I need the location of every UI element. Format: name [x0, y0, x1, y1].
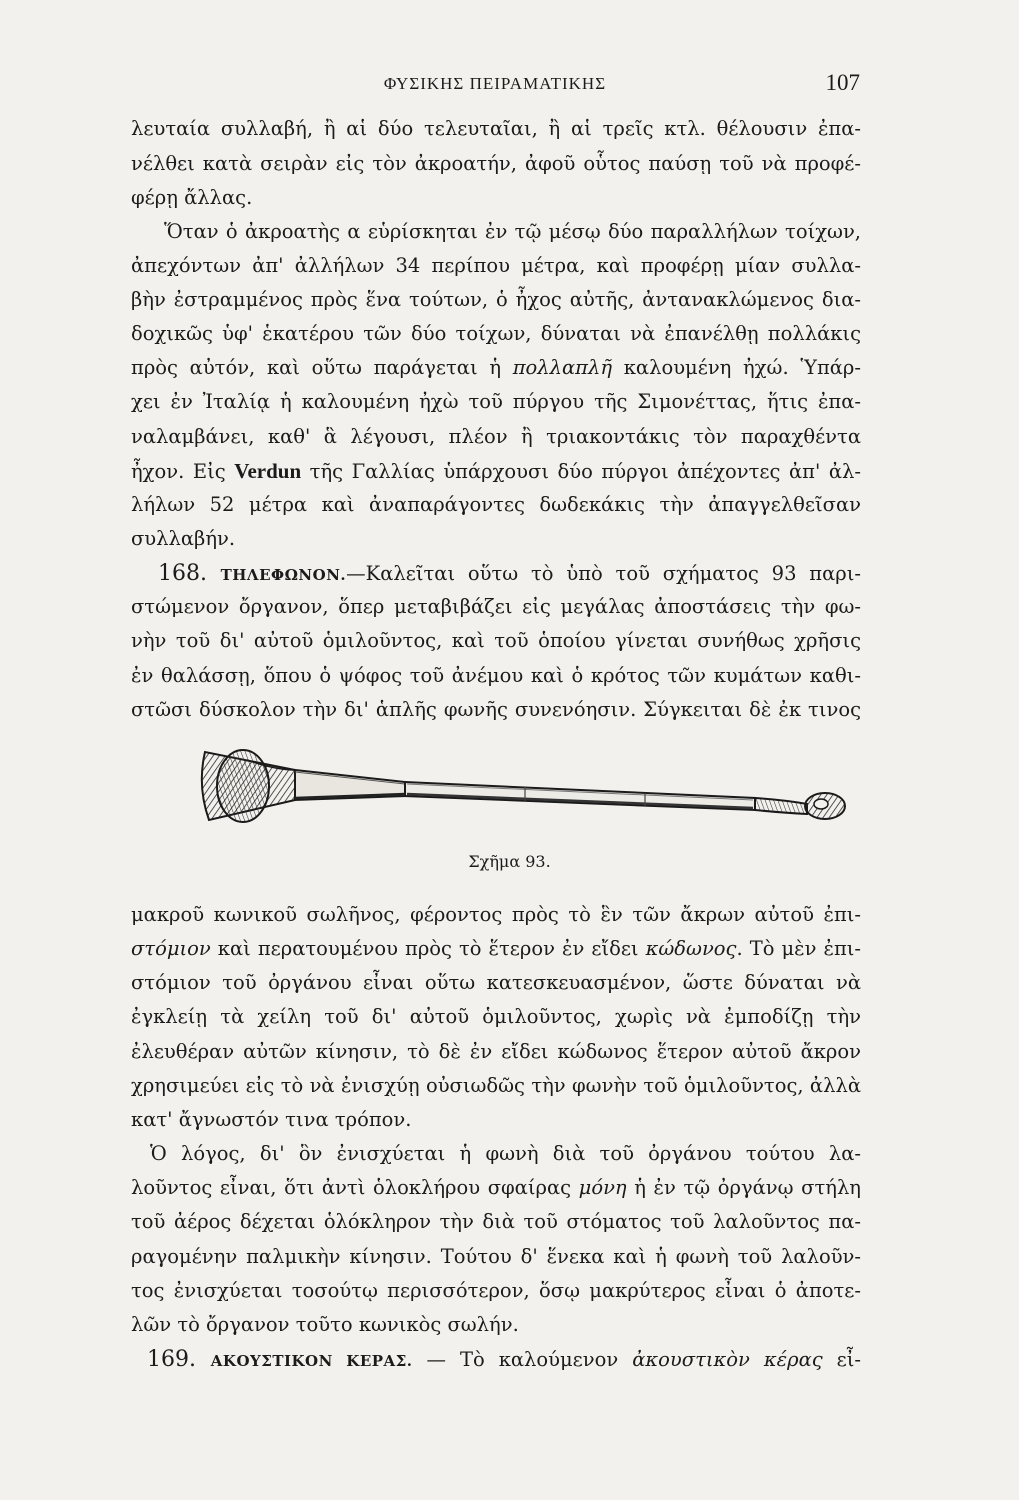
- text-line: τοῦ ἀέρος δέχεται ὁλόκληρον τὴν διὰ τοῦ στόματος τοῦ λαλοῦντος πα-: [131, 1210, 861, 1233]
- text-line: λήλων 52 μέτρα καὶ ἀναπαράγοντες δωδεκάκις τὴν ἀπαγγελθεῖσαν: [131, 493, 861, 516]
- text-span: πρὸς αὐτόν, καὶ οὕτω παράγεται ἡ: [131, 356, 513, 379]
- section-168-heading-line: [158, 563, 861, 585]
- text-span: καλουμένη ἠχώ. Ὑπάρ-: [612, 356, 861, 379]
- text-line: στόμιον τοῦ ὀργάνου εἶναι οὕτω κατεσκευασμένον, ὥστε δύναται νὰ: [131, 971, 861, 994]
- text-line: δοχικῶς ὑφ' ἑκατέρου τῶν δύο τοίχων, δύναται νὰ ἐπανέλθῃ πολλάκις: [131, 322, 861, 345]
- text-line: [131, 939, 861, 959]
- text-line: φέρῃ ἄλλας.: [131, 186, 253, 209]
- text-line: ραγομένην παλμικὴν κίνησιν. Τούτου δ' ἕνεκα καὶ ἡ φωνὴ τοῦ λαλοῦν-: [131, 1245, 861, 1268]
- section-number: 168.: [158, 561, 221, 586]
- text-span: τῆς Γαλλίας ὑπάρχουσι δύο πύργοι ἀπέχοντες ἀπ' ἀλ-: [301, 460, 862, 483]
- text-line: λῶν τὸ ὄργανον τοῦτο κωνικὸς σωλήν.: [131, 1313, 519, 1336]
- italic-term: ἀκουστικὸν κέρας: [632, 1348, 823, 1371]
- latin-term: Verdun: [234, 459, 302, 483]
- section-number: 169.: [147, 1347, 211, 1372]
- text-span: λοῦντος εἶναι, ὅτι ἀντὶ ὁλοκλήρου σφαίρας: [131, 1176, 579, 1199]
- text-line: νὴν τοῦ δι' αὐτοῦ ὁμιλοῦντος, καὶ τοῦ ὁποίου γίνεται συνήθως χρῆσις: [131, 629, 861, 652]
- text-line: χρησιμεύει εἰς τὸ νὰ ἐνισχύῃ οὐσιωδῶς τὴν φωνὴν τοῦ ὁμιλοῦντος, ἀλλὰ: [131, 1074, 861, 1097]
- text-span: — Τὸ καλούμενον: [412, 1348, 633, 1371]
- text-line: ἐλευθέραν αὐτῶν κίνησιν, τὸ δὲ ἐν εἴδει κώδωνος ἕτερον αὐτοῦ ἄκρον: [131, 1040, 861, 1063]
- text-line: τος ἐνισχύεται τοσούτῳ περισσότερον, ὅσῳ μακρύτερος εἶναι ὁ ἀποτε-: [131, 1279, 861, 1302]
- section-169-heading-line: [147, 1349, 861, 1371]
- text-line: ἐγκλείῃ τὰ χείλη τοῦ δι' αὐτοῦ ὁμιλοῦντος, χωρὶς νὰ ἐμποδίζῃ τὴν: [131, 1005, 861, 1028]
- text-line: Ὁ λόγος, δι' ὃν ἐνισχύεται ἡ φωνὴ διὰ τοῦ ὀργάνου τούτου λα-: [150, 1142, 861, 1165]
- italic-term: κώδωνος: [645, 937, 737, 960]
- text-span: εἶ-: [822, 1348, 861, 1371]
- text-line: Ὅταν ὁ ἀκροατὴς α εὑρίσκηται ἐν τῷ μέσῳ δύο παραλλήλων τοίχων,: [164, 220, 861, 243]
- text-line: στώμενον ὄργανον, ὅπερ μεταβιβάζει εἰς μεγάλας ἀποστάσεις τὴν φω-: [131, 595, 861, 618]
- text-line: [131, 461, 861, 482]
- italic-term: πολλαπλῆ: [512, 356, 613, 379]
- text-span: —Καλεῖται οὕτω τὸ ὑπὸ τοῦ σχήματος 93 παρι-: [346, 562, 861, 585]
- text-line: νέλθει κατὰ σειρὰν εἰς τὸν ἀκροατήν, ἀφοῦ οὗτος παύσῃ τοῦ νὰ προφέ-: [131, 152, 861, 175]
- text-line: ἐν θαλάσσῃ, ὅπου ὁ ψόφος τοῦ ἀνέμου καὶ ὁ κρότος τῶν κυμάτων καθι-: [131, 664, 861, 687]
- italic-term: στόμιον: [131, 937, 211, 960]
- text-span: καὶ περατουμένου πρὸς τὸ ἕτερον ἐν εἴδει: [210, 937, 646, 960]
- text-span: . Τὸ μὲν ἐπι-: [736, 937, 862, 960]
- text-line: λευταία συλλαβή, ἢ αἱ δύο τελευταῖαι, ἢ αἱ τρεῖς κτλ. θέλουσιν ἐπα-: [131, 117, 861, 140]
- text-line: στῶσι δύσκολον τὴν δι' ἁπλῆς φωνῆς συνενόησιν. Σύγκειται δὲ ἐκ τινος: [131, 698, 861, 721]
- text-line: ἀπεχόντων ἀπ' ἀλλήλων 34 περίπου μέτρα, καὶ προφέρῃ μίαν συλλα-: [131, 254, 861, 277]
- section-title: ΑΚΟΥΣΤΙΚΟΝ ΚΕΡΑΣ.: [210, 1352, 413, 1370]
- text-line: χει ἐν Ἰταλίᾳ ἡ καλουμένη ἠχὼ τοῦ πύργου τῆς Σιμονέττας, ἥτις ἐπα-: [131, 390, 861, 413]
- text-line: βὴν ἐστραμμένος πρὸς ἕνα τούτων, ὁ ἦχος αὐτῆς, ἀντανακλώμενος δια-: [131, 288, 861, 311]
- text-line: συλλαβήν.: [131, 527, 236, 550]
- section-title: ΤΗΛΕΦΩΝΟΝ.: [220, 566, 347, 584]
- text-line: [131, 1178, 861, 1198]
- running-title: ΦΥΣΙΚΗΣ ΠΕΙΡΑΜΑΤΙΚΗΣ: [383, 74, 607, 93]
- text-line: ναλαμβάνει, καθ' ἃ λέγουσι, πλέον ἢ τριακοντάκις τὸν παραχθέντα: [131, 425, 861, 448]
- figure-caption: Σχῆμα 93.: [468, 852, 551, 871]
- text-line: μακροῦ κωνικοῦ σωλῆνος, φέροντος πρὸς τὸ ἓν τῶν ἄκρων αὐτοῦ ἐπι-: [131, 903, 861, 926]
- italic-term: μόνη: [578, 1176, 627, 1199]
- page-number: 107: [825, 70, 860, 95]
- text-span: ἡ ἐν τῷ ὀργάνῳ στήλη: [626, 1176, 861, 1199]
- text-span: ἦχον. Εἰς: [131, 460, 235, 483]
- telephone-horn-illustration: [195, 720, 860, 840]
- text-line: [131, 358, 861, 378]
- text-line: κατ' ἄγνωστόν τινα τρόπον.: [131, 1108, 412, 1131]
- page-header: [130, 70, 860, 100]
